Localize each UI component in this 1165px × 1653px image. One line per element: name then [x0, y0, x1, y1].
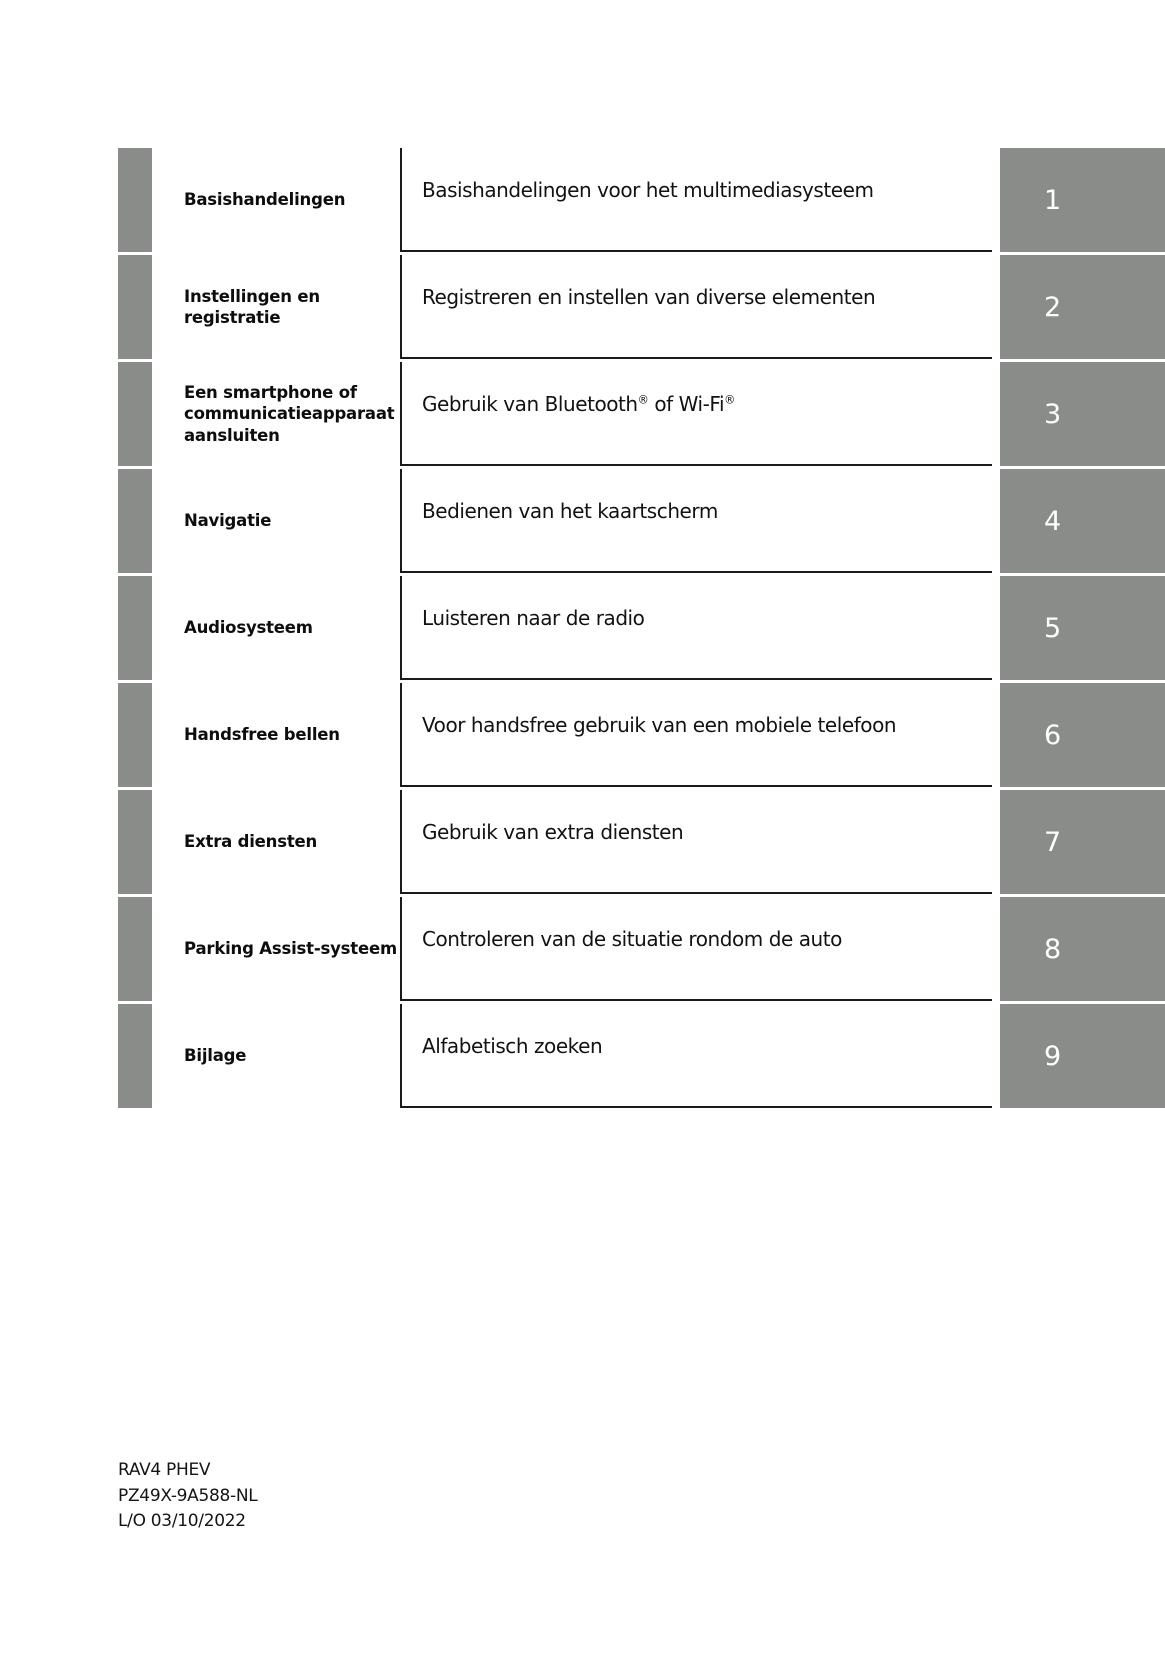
- chapter-label: Navigatie: [184, 511, 272, 531]
- chapter-description-cell: [400, 790, 992, 894]
- chapter-label-cell: [152, 362, 400, 466]
- chapter-marker-bar: [118, 683, 152, 787]
- chapter-label: Een smartphone of communicatieapparaat aansluiten: [184, 383, 395, 445]
- table-row[interactable]: [118, 255, 1165, 359]
- chapter-description-cell: [400, 255, 992, 359]
- table-row[interactable]: [118, 790, 1165, 894]
- description-part-2: of Wi-Fi: [648, 392, 725, 416]
- chapter-description: Bedienen van het kaartscherm: [422, 499, 718, 523]
- chapter-number-tab[interactable]: 1: [1000, 148, 1165, 252]
- chapter-marker-bar: [118, 1004, 152, 1108]
- chapter-label-cell: [152, 897, 400, 1001]
- chapter-description-cell: [400, 1004, 992, 1108]
- chapter-description: Luisteren naar de radio: [422, 606, 645, 630]
- footer-part-number: PZ49X-9A588-NL: [118, 1485, 258, 1506]
- chapter-number-tab[interactable]: 5: [1000, 576, 1165, 680]
- chapter-description-cell: [400, 683, 992, 787]
- chapter-label-cell: [152, 576, 400, 680]
- chapter-number-tab[interactable]: 2: [1000, 255, 1165, 359]
- chapter-number-tab[interactable]: 8: [1000, 897, 1165, 1001]
- chapter-description-cell: [400, 148, 992, 252]
- table-row[interactable]: [118, 1004, 1165, 1108]
- description-part-1: Gebruik van Bluetooth: [422, 392, 638, 416]
- registered-trademark-icon: ®: [637, 393, 649, 407]
- chapter-marker-bar: [118, 148, 152, 252]
- chapter-label: Audiosysteem: [184, 618, 313, 638]
- chapter-marker-bar: [118, 469, 152, 573]
- chapter-description-cell: [400, 576, 992, 680]
- table-of-contents: [118, 148, 1165, 1108]
- registered-trademark-icon: ®: [724, 393, 735, 407]
- chapter-description: Alfabetisch zoeken: [422, 1034, 603, 1058]
- chapter-description: Gebruik van extra diensten: [422, 820, 684, 844]
- chapter-label-cell: [152, 255, 400, 359]
- chapter-number-tab[interactable]: 3: [1000, 362, 1165, 466]
- chapter-label-cell: [152, 1004, 400, 1108]
- chapter-label-cell: [152, 469, 400, 573]
- table-row[interactable]: [118, 897, 1165, 1001]
- chapter-number-tab[interactable]: 4: [1000, 469, 1165, 573]
- chapter-marker-bar: [118, 790, 152, 894]
- chapter-marker-bar: [118, 255, 152, 359]
- chapter-description: Voor handsfree gebruik van een mobiele telefoon: [422, 713, 897, 737]
- chapter-marker-bar: [118, 362, 152, 466]
- table-row[interactable]: [118, 683, 1165, 787]
- chapter-number-tab[interactable]: 7: [1000, 790, 1165, 894]
- chapter-description: Registreren en instellen van diverse elementen: [422, 285, 876, 309]
- footer-model: RAV4 PHEV: [118, 1460, 211, 1480]
- footer-print-date: L/O 03/10/2022: [118, 1511, 246, 1531]
- chapter-description-cell: [400, 897, 992, 1001]
- chapter-label-cell: [152, 683, 400, 787]
- chapter-marker-bar: [118, 897, 152, 1001]
- chapter-marker-bar: [118, 576, 152, 680]
- chapter-label: Bijlage: [184, 1046, 247, 1066]
- chapter-label: Basishandelingen: [184, 190, 346, 210]
- chapter-description: Controleren van de situatie rondom de auto: [422, 927, 842, 951]
- table-row[interactable]: [118, 469, 1165, 573]
- chapter-description: Basishandelingen voor het multimediasysteem: [422, 178, 874, 202]
- chapter-label-cell: [152, 790, 400, 894]
- chapter-description-cell: [400, 362, 992, 466]
- chapter-label: Handsfree bellen: [184, 725, 340, 745]
- table-row[interactable]: [118, 148, 1165, 252]
- chapter-label: Instellingen en registratie: [184, 286, 320, 327]
- page-footer: [118, 1458, 257, 1535]
- chapter-label: Parking Assist-systeem: [184, 939, 397, 959]
- chapter-number-tab[interactable]: 9: [1000, 1004, 1165, 1108]
- table-row[interactable]: [118, 362, 1165, 466]
- chapter-number-tab[interactable]: 6: [1000, 683, 1165, 787]
- chapter-description-cell: [400, 469, 992, 573]
- chapter-label: Extra diensten: [184, 832, 318, 852]
- chapter-label-cell: [152, 148, 400, 252]
- table-row[interactable]: [118, 576, 1165, 680]
- chapter-description: [422, 392, 735, 416]
